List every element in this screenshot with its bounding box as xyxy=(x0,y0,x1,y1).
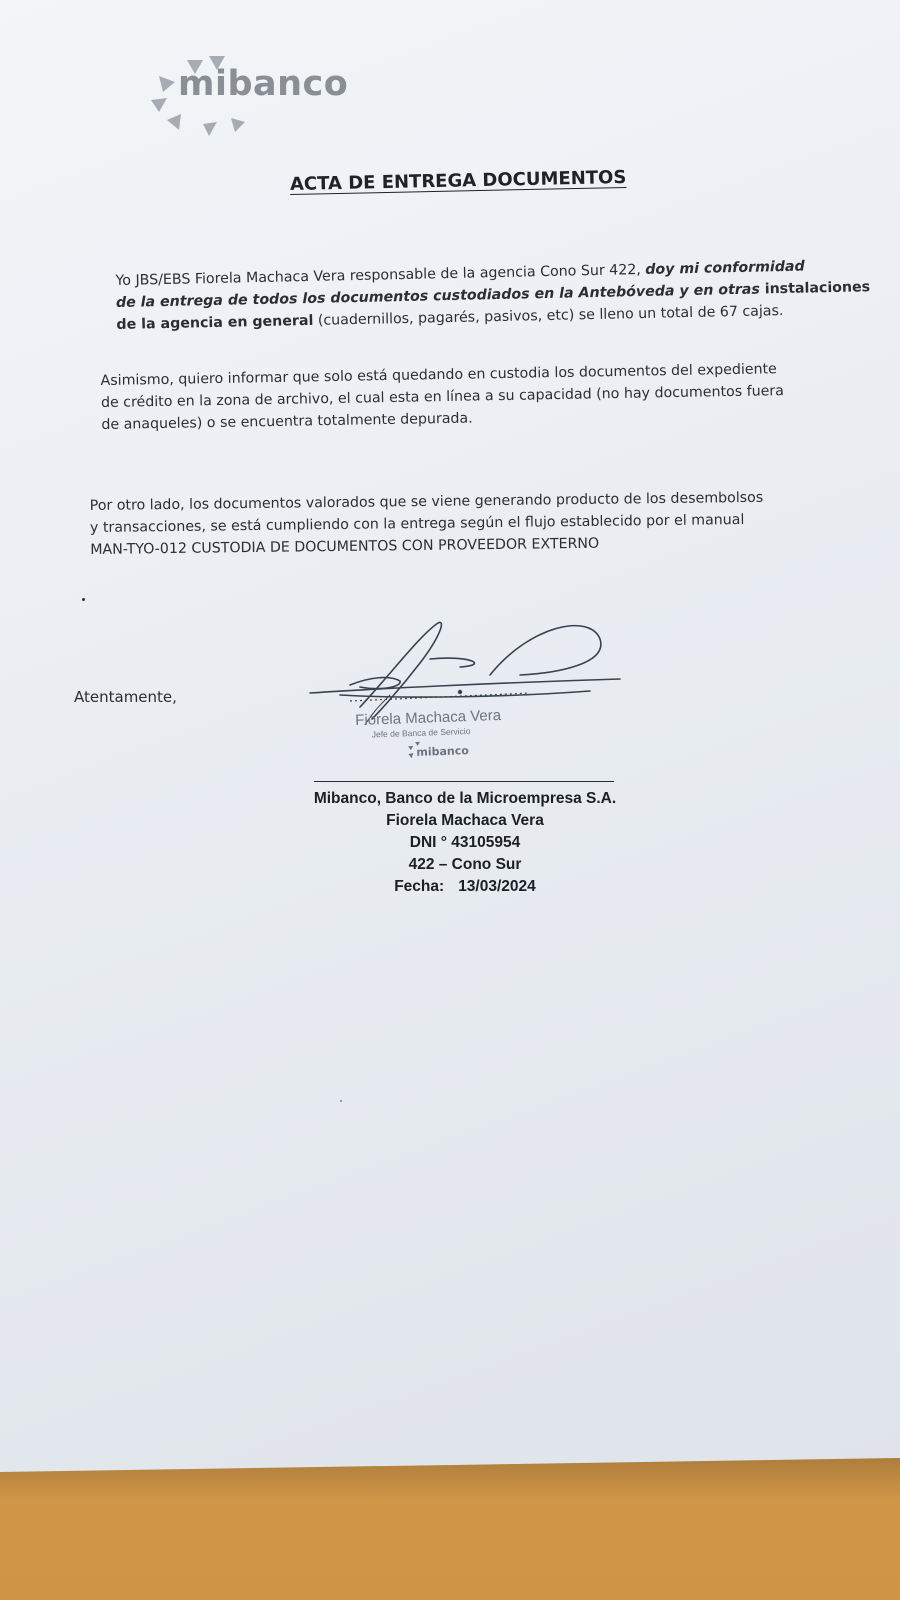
bold-span: de la agencia en general xyxy=(116,312,314,333)
paragraph-line: de anaqueles) o se encuentra totalmente depurada. xyxy=(101,410,473,433)
signer-date xyxy=(300,876,630,898)
stamp-role: Jefe de Banca de Servicio xyxy=(371,726,471,740)
paragraph-custody xyxy=(100,358,784,436)
signer-company: Mibanco, Banco de la Microempresa S.A. xyxy=(313,790,617,807)
date-label: Fecha: xyxy=(394,878,445,895)
official-stamp xyxy=(355,706,527,772)
paragraph-line: MAN-TYO-012 CUSTODIA DE DOCUMENTOS CON PROVEEDOR EXTERNO xyxy=(90,535,600,558)
paragraph-valued-documents xyxy=(90,487,764,561)
text-span: (cuadernillos, pagarés, pasivos, etc) se lleno un total de 67 cajas. xyxy=(313,303,784,329)
bold-span: instalaciones xyxy=(764,279,871,298)
signer-dni: DNI ° 43105954 xyxy=(409,834,521,851)
paragraph-line: Por otro lado, los documentos valorados que se viene generando producto de los desembolsos xyxy=(89,489,764,515)
document-title: ACTA DE ENTREGA DOCUMENTOS xyxy=(289,166,627,195)
signer-block xyxy=(300,788,630,898)
closing-salutation: Atentamente, xyxy=(74,688,177,706)
emphasis-span: de la entrega de todos los documentos custodiados en la Antebóveda y en otras xyxy=(115,281,765,311)
signer-agency: 422 – Cono Sur xyxy=(408,856,522,873)
paragraph-line: de crédito en la zona de archivo, el cual esta en línea a su capacidad (no hay documentos fuera xyxy=(100,383,785,411)
stray-dot xyxy=(82,598,85,601)
paper-speck xyxy=(340,1100,342,1102)
logo-wordmark: mibanco xyxy=(178,64,349,104)
date-value: 13/03/2024 xyxy=(458,878,536,895)
stamp-name: Fiorela Machaca Vera xyxy=(354,706,502,730)
stamp-logo-text: mibanco xyxy=(416,744,470,759)
signature-line xyxy=(314,781,614,782)
signer-name: Fiorela Machaca Vera xyxy=(386,812,544,829)
emphasis-span: doy mi conformidad xyxy=(645,258,805,278)
paragraph-line: y transacciones, se está cumpliendo con la entrega según el flujo establecido por el manual xyxy=(89,512,745,536)
paragraph-line: Asimismo, quiero informar que solo está quedando en custodia los documentos del expediente xyxy=(100,361,777,390)
text-span: Yo JBS/EBS Fiorela Machaca Vera responsable de la agencia Cono Sur 422, xyxy=(115,261,646,290)
